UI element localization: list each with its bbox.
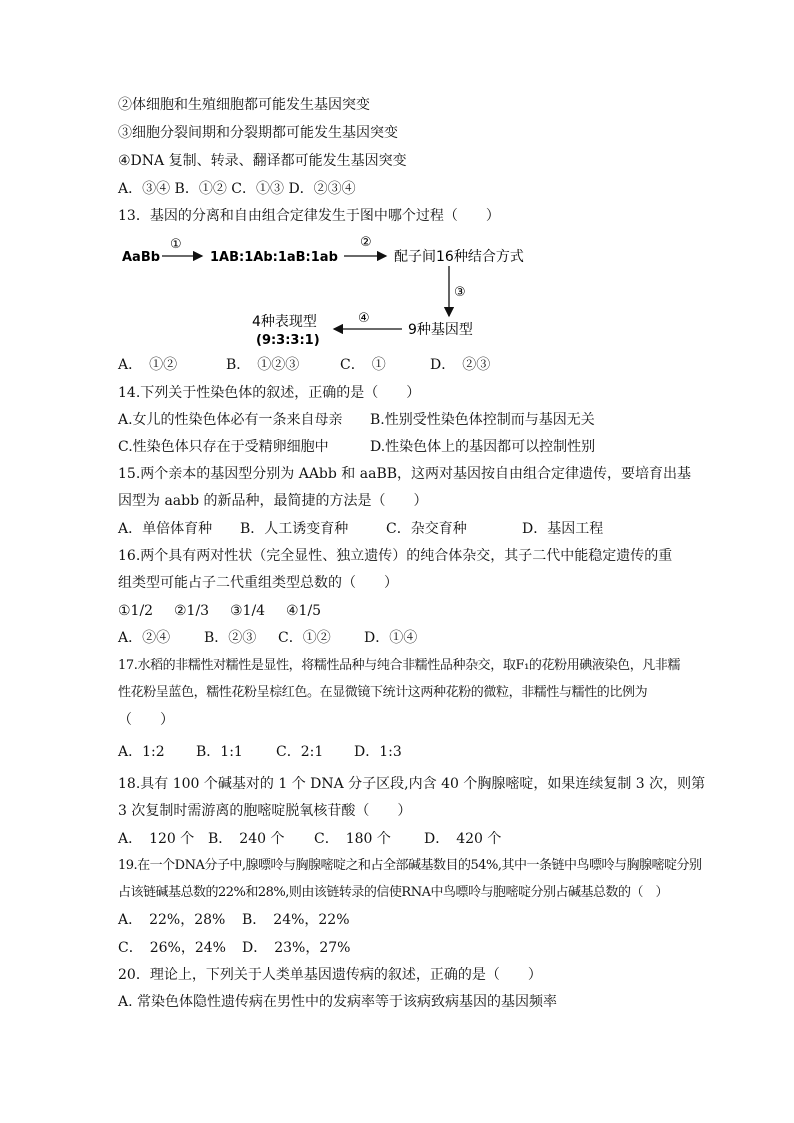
q13-option-b: B． ①②③ bbox=[226, 357, 300, 373]
q14-options-cd bbox=[118, 438, 595, 456]
q17-option-c: C．2:1 bbox=[276, 744, 324, 760]
q16-stem-2: 组类型可能占子二代重组类型总数的（ ） bbox=[118, 575, 398, 591]
q17-option-d: D．1:3 bbox=[354, 744, 402, 760]
step-2-label: ② bbox=[360, 235, 372, 250]
q16-item-2: ②1/3 bbox=[174, 603, 210, 619]
q13-option-d: D． ②③ bbox=[430, 357, 491, 373]
gametes-label: 1AB:1Ab:1aB:1ab bbox=[210, 250, 338, 265]
q16-item-4: ④1/5 bbox=[286, 603, 322, 619]
q16-option-d: D．①④ bbox=[364, 630, 418, 646]
q14-option-b: B.性别受性染色体控制而与基因无关 bbox=[370, 412, 595, 428]
q12-options: A．③④ B．①② C．①③ D．②③④ bbox=[118, 181, 356, 197]
q13-options bbox=[118, 356, 490, 374]
q19-option-b: B． 24%，22% bbox=[242, 912, 350, 928]
q16-stem-1: 16.两个具有两对性状（完全显性、独立遗传）的纯合体杂交，其子二代中能稳定遗传的重 bbox=[118, 548, 673, 564]
q14-options-ab bbox=[118, 411, 595, 429]
q18-stem-1: 18.具有 100 个碱基对的 1 个 DNA 分子区段,内含 40 个胸腺嘧啶，如果连续复制 3 次，则第 bbox=[118, 776, 706, 792]
q19-option-a: A． 22%，28% bbox=[118, 912, 226, 928]
combos-label: 配子间16种结合方式 bbox=[394, 249, 524, 265]
line-statement-3: ③细胞分裂间期和分裂期都可能发生基因突变 bbox=[118, 125, 398, 141]
q19-stem-1: 19.在一个DNA分子中,腺嘌呤与胸腺嘧啶之和占全部碱基数目的54%,其中一条链中鸟嘌呤与胸腺嘧啶分别 bbox=[118, 858, 702, 873]
q18-option-a: A． 120 个 bbox=[118, 831, 195, 847]
q15-options bbox=[118, 520, 603, 538]
q17-stem-2: 性花粉呈蓝色，糯性花粉呈棕红色。在显微镜下统计这两种花粉的微粒，非糯性与糯性的比例为 bbox=[118, 685, 648, 700]
q20-option-a: A. 常染色体隐性遗传病在男性中的发病率等于该病致病基因的基因频率 bbox=[118, 994, 558, 1010]
genetics-process-diagram bbox=[118, 234, 558, 354]
genotype-label: AaBb bbox=[122, 250, 161, 265]
q16-item-1: ①1/2 bbox=[118, 603, 154, 619]
q20-stem: 20．理论上，下列关于人类单基因遗传病的叙述，正确的是（ ） bbox=[118, 967, 542, 983]
phenotypes-label: 4种表现型 bbox=[252, 314, 317, 330]
q17-stem-3: （ ） bbox=[118, 712, 174, 728]
q17-option-b: B．1:1 bbox=[196, 744, 243, 760]
q14-option-d: D.性染色体上的基因都可以控制性别 bbox=[370, 439, 596, 455]
q18-option-d: D． 420 个 bbox=[424, 831, 502, 847]
q18-stem-2: 3 次复制时需游离的胞嘧啶脱氧核苷酸（ ） bbox=[118, 803, 412, 819]
q16-option-c: C．①② bbox=[278, 630, 331, 646]
q16-option-b: B．②③ bbox=[204, 630, 257, 646]
ratio-label: (9:3:3:1) bbox=[256, 333, 320, 348]
q16-option-a: A．②④ bbox=[118, 630, 171, 646]
step-4-label: ④ bbox=[358, 311, 370, 326]
q18-options bbox=[118, 830, 501, 848]
step-1-label: ① bbox=[170, 237, 182, 252]
genotypes-label: 9种基因型 bbox=[408, 322, 473, 338]
q13-stem: 13．基因的分离和自由组合定律发生于图中哪个过程（ ） bbox=[118, 208, 500, 224]
q15-stem-1: 15.两个亲本的基因型分别为 AAbb 和 aaBB，这两对基因按自由组合定律遗传，要培育出基 bbox=[118, 466, 692, 482]
q18-option-b: B． 240 个 bbox=[208, 831, 285, 847]
q15-option-a: A．单倍体育种 bbox=[118, 521, 213, 537]
q13-option-a: A． ①② bbox=[118, 357, 178, 373]
q16-item-3: ③1/4 bbox=[230, 603, 266, 619]
q14-option-c: C.性染色体只存在于受精卵细胞中 bbox=[118, 439, 329, 455]
q13-option-c: C． ① bbox=[340, 357, 386, 373]
q15-option-d: D．基因工程 bbox=[522, 521, 604, 537]
q17-options bbox=[118, 743, 402, 761]
q19-stem-2: 占该链碱基总数的22%和28%,则由该链转录的信使RNA中鸟嘌呤与胞嘧啶分别占碱基总数的（ ） bbox=[118, 885, 668, 900]
q19-options-ab bbox=[118, 911, 350, 929]
q19-option-c: C． 26%，24% bbox=[118, 940, 226, 956]
q15-option-b: B．人工诱变育种 bbox=[240, 521, 349, 537]
q17-stem-1: 17.水稻的非糯性对糯性是显性，将糯性品种与纯合非糯性品种杂交，取F₁的花粉用碘液染色，凡非糯 bbox=[118, 658, 681, 673]
line-statement-2: ②体细胞和生殖细胞都可能发生基因突变 bbox=[118, 97, 370, 113]
q19-option-d: D． 23%，27% bbox=[242, 940, 351, 956]
q15-stem-2: 因型为 aabb 的新品种，最简捷的方法是（ ） bbox=[118, 493, 428, 509]
q18-option-c: C． 180 个 bbox=[314, 831, 391, 847]
q17-option-a: A．1:2 bbox=[118, 744, 165, 760]
q16-items bbox=[118, 602, 321, 620]
q14-stem: 14.下列关于性染色体的叙述，正确的是（ ） bbox=[118, 385, 421, 401]
step-3-label: ③ bbox=[454, 285, 466, 300]
q15-option-c: C．杂交育种 bbox=[386, 521, 467, 537]
q16-options bbox=[118, 629, 417, 647]
line-statement-4: ④DNA 复制、转录、翻译都可能发生基因突变 bbox=[118, 153, 407, 169]
q19-options-cd bbox=[118, 939, 350, 957]
q14-option-a: A.女儿的性染色体必有一条来自母亲 bbox=[118, 412, 343, 428]
